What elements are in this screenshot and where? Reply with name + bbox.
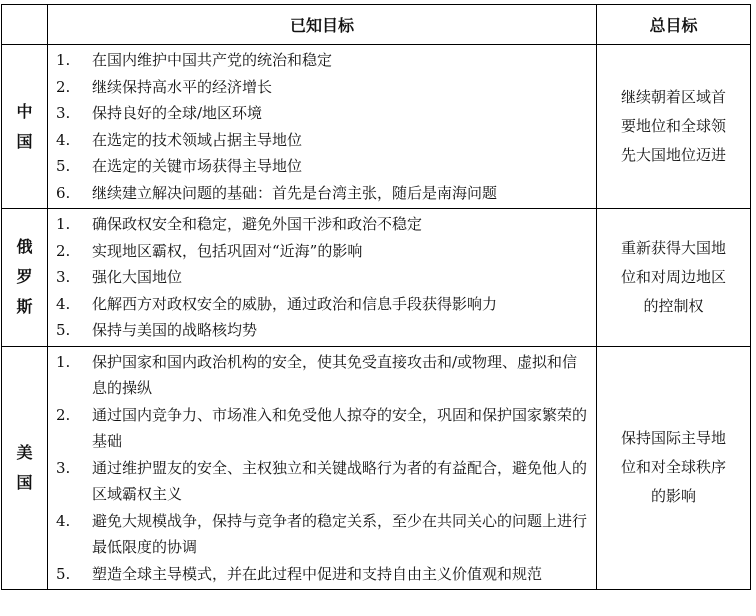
country-char: 斯 [16,297,33,317]
goal-number: 2. [56,241,71,260]
goal-number: 1. [56,352,71,371]
overall-line: 位和对全球秩序 [620,458,726,477]
goal-text: 继续保持高水平的经济增长 [92,77,273,96]
goal-number: 4. [56,130,71,149]
list-item [56,47,592,74]
overall-goal-cell-russia [597,209,751,347]
list-item [56,100,592,127]
overall-goal-cell-usa [597,346,751,590]
overall-line: 的影响 [650,487,696,506]
goal-number: 6. [56,183,71,202]
goal-text: 在选定的关键市场获得主导地位 [92,157,303,175]
country-char: 俄 [16,237,33,257]
list-item [56,561,592,588]
overall-goal-cell-china [597,45,751,209]
goal-text: 实现地区霸权，包括巩固对“近海”的影响 [92,241,363,260]
goal-number: 3. [56,268,71,286]
overall-line: 保持国际主导地 [620,429,726,448]
table-row-china [2,45,751,209]
goal-number: 2. [56,405,71,424]
goal-number: 4. [56,511,71,530]
header-row [2,5,751,45]
goal-text: 通过维护盟友的安全、主权独立和关键战略行为者的有益配合，避免他人的区域霸权主义 [92,458,588,503]
list-item [56,211,592,238]
overall-line: 要地位和全球领 [620,117,726,135]
goal-text: 通过国内竞争力、市场准入和免受他人掠夺的安全，巩固和保护国家繁荣的基础 [92,405,588,450]
list-item [56,264,592,291]
goal-text: 避免大规模战争，保持与竞争者的稳定关系，至少在共同关心的问题上进行最低限度的协调 [92,511,588,556]
country-cell-usa [2,346,48,590]
country-char: 中 [16,101,33,121]
list-item [56,127,592,154]
list-item [56,180,592,207]
overall-line: 先大国地位迈进 [620,146,726,164]
goal-text: 在国内维护中国共产党的统治和稳定 [92,51,333,69]
list-item [56,74,592,101]
goal-text: 保持良好的全球/地区环境 [92,104,263,122]
list-item [56,455,592,508]
goal-text: 化解西方对政权安全的威胁，通过政治和信息手段获得影响力 [92,294,498,313]
goal-text: 塑造全球主导模式，并在此过程中促进和支持自由主义价值观和规范 [92,564,543,583]
country-cell-russia [2,209,48,347]
known-goals-cell-china [48,45,597,209]
goal-text: 确保政权安全和稳定，避免外国干涉和政治不稳定 [92,215,423,233]
goal-number: 2. [56,77,71,96]
list-item [56,238,592,265]
country-char: 国 [16,131,33,151]
goal-number: 5. [56,157,71,175]
list-item [56,153,592,180]
header-overall-goal: 总目标 [597,5,751,45]
country-cell-china [2,45,48,209]
table-row-usa [2,346,751,590]
goal-list [48,347,596,590]
overall-line: 的控制权 [643,296,704,315]
list-item [56,402,592,455]
list-item [56,349,592,402]
header-known-goals: 已知目标 [48,5,597,45]
goals-table [1,4,751,590]
goal-text: 在选定的技术领域占据主导地位 [92,130,303,149]
header-blank [2,5,48,45]
overall-line: 重新获得大国地 [620,238,726,257]
goal-number: 1. [56,215,71,233]
goal-list [48,209,596,346]
goal-text: 保护国家和国内政治机构的安全，使其免受直接攻击和/或物理、虚拟和信息的操纵 [92,352,578,397]
goal-text: 强化大国地位 [92,268,183,286]
list-item [56,317,592,344]
goal-number: 4. [56,294,71,313]
known-goals-cell-usa [48,346,597,590]
country-char: 美 [16,442,33,462]
goal-list [48,45,596,208]
goal-number: 5. [56,321,71,339]
goal-number: 5. [56,564,71,583]
country-char: 罗 [16,267,33,287]
list-item [56,508,592,561]
goal-number: 3. [56,458,71,477]
list-item [56,291,592,318]
overall-line: 位和对周边地区 [620,267,726,286]
table-row-russia [2,209,751,347]
country-char: 国 [16,472,33,492]
goal-text: 继续建立解决问题的基础：首先是台湾主张，随后是南海问题 [92,183,498,202]
goal-number: 1. [56,51,71,69]
overall-line: 继续朝着区域首 [620,88,726,106]
known-goals-cell-russia [48,209,597,347]
goal-number: 3. [56,104,71,122]
goal-text: 保持与美国的战略核均势 [92,321,258,339]
